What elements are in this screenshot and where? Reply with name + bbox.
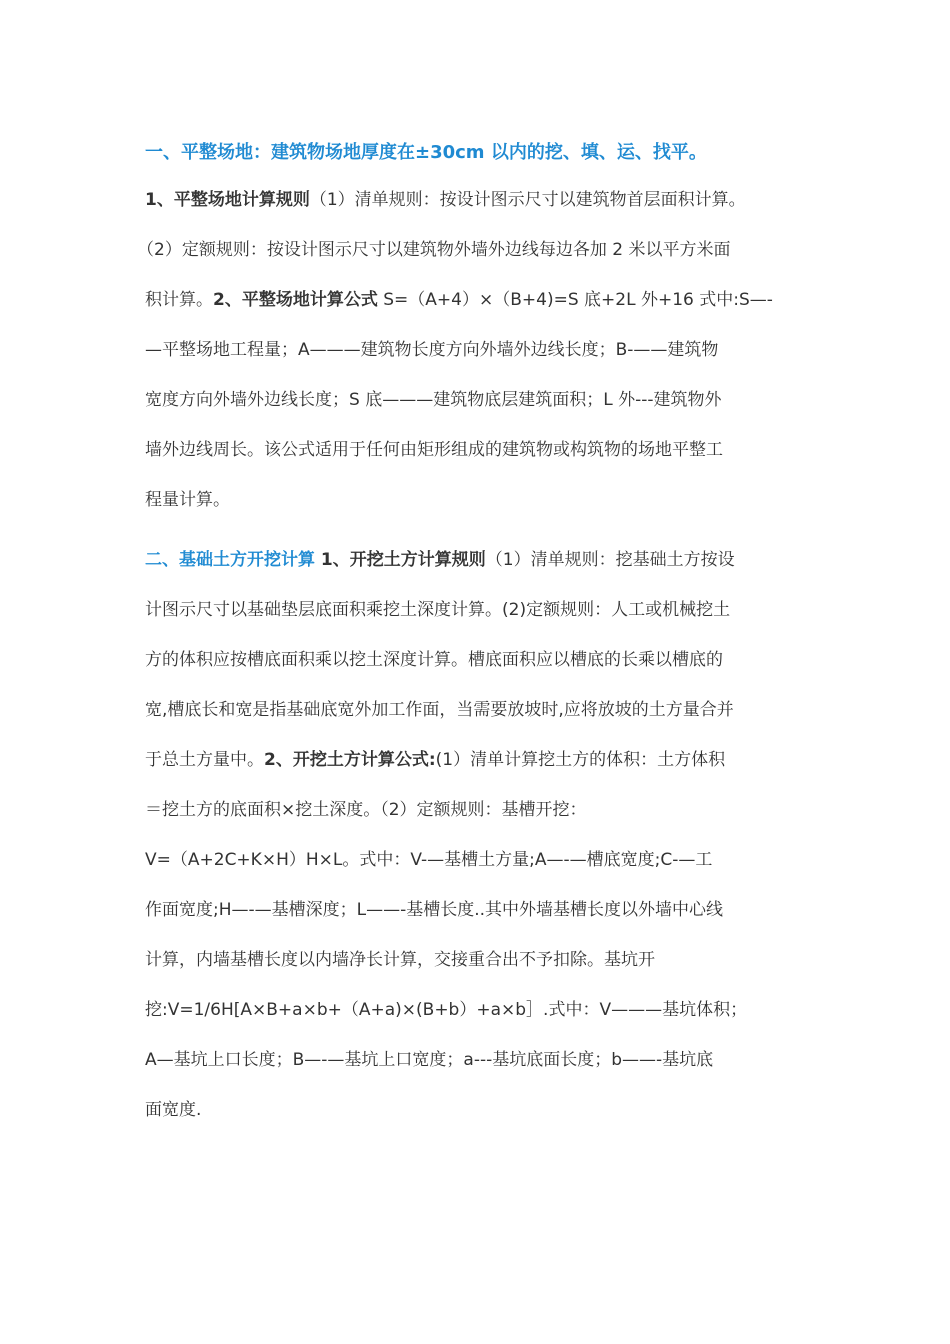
- formula-title-2: 2、开挖土方计算公式:: [264, 750, 436, 770]
- section2-line-10: 挖:V=1/6H[A×B+a×b+（A+a)×(B+b）+a×b］.式中：V———基坑体积；: [145, 1000, 748, 1020]
- section2-line-4: 宽,槽底长和宽是指基础底宽外加工作面，当需要放坡时,应将放坡的土方量合并: [145, 700, 734, 720]
- section2-line-8: 作面宽度;H—-—基槽深度；L——-基槽长度..其中外墙基槽长度以外墙中心线: [145, 900, 724, 920]
- section1-line-4: —平整场地工程量；A———建筑物长度方向外墙外边线长度；B-——建筑物: [145, 340, 719, 360]
- section2-line-9: 计算，内墙基槽长度以内墙净长计算，交接重合出不予扣除。基坑开: [145, 950, 655, 970]
- section2-line-1: 二、基础土方开挖计算 1、开挖土方计算规则（1）清单规则：挖基础土方按设: [145, 550, 735, 570]
- section1-line-2: （2）定额规则：按设计图示尺寸以建筑物外墙外边线每边各加 2 米以平方米面: [137, 240, 731, 260]
- section1-heading: 一、平整场地：建筑物场地厚度在±30cm 以内的挖、填、运、找平。: [145, 142, 707, 163]
- rule-title-2: 1、开挖土方计算规则: [315, 550, 486, 570]
- section2-heading: 二、基础土方开挖计算: [145, 550, 315, 570]
- section1-body: [137, 175, 813, 525]
- section2-line-7: V=（A+2C+K×H）H×L。式中：V-—基槽土方量;A—-—槽底宽度;C-—工: [145, 850, 713, 870]
- section2-body: [145, 535, 813, 1135]
- section1-line-1: [145, 175, 813, 225]
- section1-line-5: 宽度方向外墙外边线长度；S 底———建筑物底层建筑面积；L 外---建筑物外: [145, 390, 722, 410]
- section2-line-11: A—基坑上口长度；B—-—基坑上口宽度；a---基坑底面长度；b——-基坑底: [145, 1050, 714, 1070]
- section1-line-7: 程量计算。: [145, 490, 230, 510]
- section2-line-2: 计图示尺寸以基础垫层底面积乘挖土深度计算。(2)定额规则：人工或机械挖土: [145, 600, 731, 620]
- formula-title-1: 2、平整场地计算公式: [213, 290, 378, 310]
- rule-text-1: （1）清单规则：按设计图示尺寸以建筑物首层面积计算。: [309, 190, 746, 210]
- rule-title-1: 1、平整场地计算规则: [145, 190, 310, 210]
- section1-line-3: 积计算。2、平整场地计算公式 S=（A+4）×（B+4)=S 底+2L 外+16 式中:S—-: [145, 290, 773, 310]
- section2-line-6: ＝挖土方的底面积×挖土深度。（2）定额规则：基槽开挖：: [145, 800, 587, 820]
- section2-line-12: 面宽度.: [145, 1100, 202, 1120]
- section2-line-5: 于总土方量中。2、开挖土方计算公式:(1）清单计算挖土方的体积：土方体积: [145, 750, 726, 770]
- section2-line-3: 方的体积应按槽底面积乘以挖土深度计算。槽底面积应以槽底的长乘以槽底的: [145, 650, 723, 670]
- section1-line-6: 墙外边线周长。该公式适用于任何由矩形组成的建筑物或构筑物的场地平整工: [145, 440, 723, 460]
